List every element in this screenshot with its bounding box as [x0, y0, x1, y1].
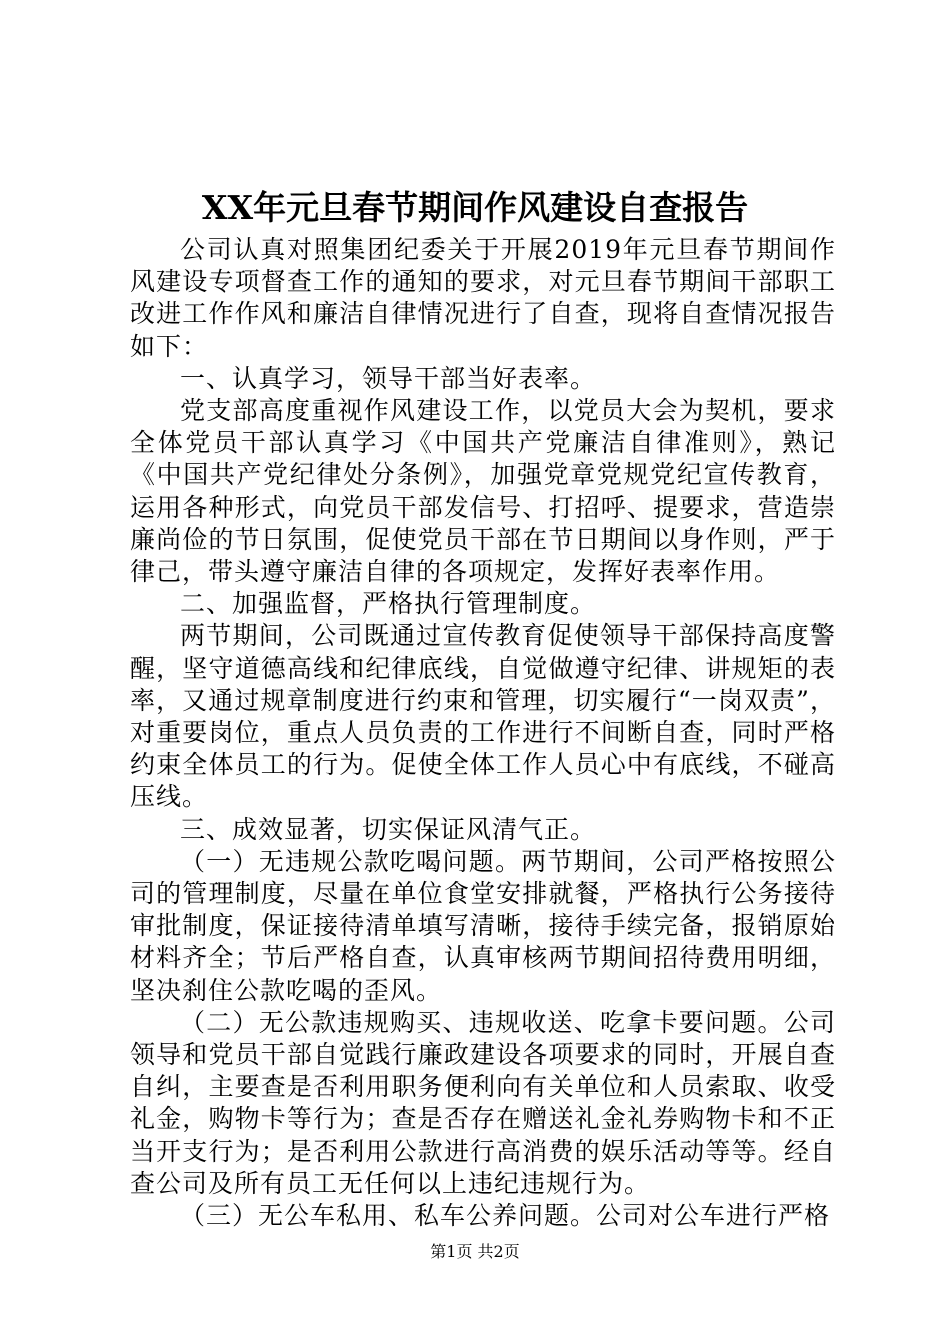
paragraph-item-3: （三）无公车私用、私车公养问题。公司对公车进行严格	[180, 1201, 831, 1231]
paragraph-section-1: 党支部高度重视作风建设工作，以党员大会为契机，要求全体党员干部认真学习《中国共产党廉洁自律准则》，熟记《中国共产党纪律处分条例》，加强党章党规党纪宣传教育，运用各种形式，向党员干部发信号、打招呼、提要求，营造崇廉尚俭的节日氛围，促使党员干部在节日期间以身作则，严于律己，带头遵守廉洁自律的各项规定，发挥好表率作用。	[130, 396, 836, 587]
paragraph-section-2: 两节期间，公司既通过宣传教育促使领导干部保持高度警醒，坚守道德高线和纪律底线，自觉做遵守纪律、讲规矩的表率，又通过规章制度进行约束和管理，切实履行“一岗双责”，对重要岗位，重点人员负责的工作进行不间断自查，同时严格约束全体员工的行为。促使全体工作人员心中有底线，不碰高压线。	[130, 621, 836, 812]
document-body	[130, 234, 836, 1232]
section-heading-3: 三、成效显著，切实保证风清气正。	[180, 814, 597, 844]
page-footer: 第1页 共2页	[430, 1242, 520, 1261]
paragraph-item-2: （二）无公款违规购买、违规收送、吃拿卡要问题。公司领导和党员干部自觉践行廉政建设各项要求的同时，开展自查自纠，主要查是否利用职务便利向有关单位和人员索取、收受礼金，购物卡等行为；查是否存在赠送礼金礼券购物卡和不正当开支行为；是否利用公款进行高消费的娱乐活动等等。经自查公司及所有员工无任何以上违纪违规行为。	[130, 1007, 836, 1198]
section-heading-2: 二、加强监督，严格执行管理制度。	[180, 589, 597, 619]
section-heading-1: 一、认真学习，领导干部当好表率。	[180, 363, 597, 393]
document-title: XX年元旦春节期间作风建设自查报告	[201, 188, 749, 227]
paragraph-intro: 公司认真对照集团纪委关于开展2019年元旦春节期间作风建设专项督查工作的通知的要求，对元旦春节期间干部职工改进工作作风和廉洁自律情况进行了自查，现将自查情况报告如下：	[130, 235, 836, 361]
paragraph-item-1: （一）无违规公款吃喝问题。两节期间，公司严格按照公司的管理制度，尽量在单位食堂安排就餐，严格执行公务接待审批制度，保证接待清单填写清晰，接待手续完备，报销原始材料齐全；节后严格自查，认真审核两节期间招待费用明细，坚决刹住公款吃喝的歪风。	[130, 846, 836, 1005]
